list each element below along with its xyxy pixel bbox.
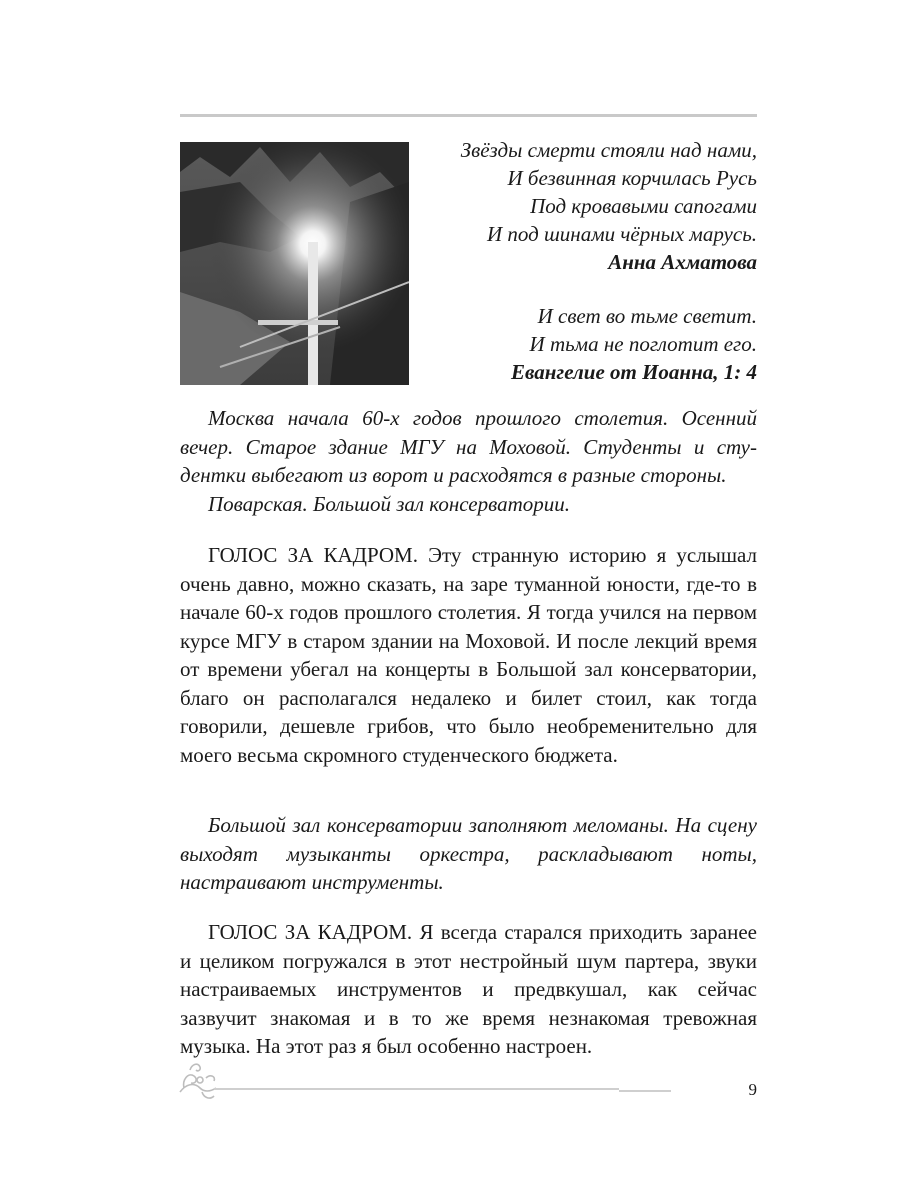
voice-over-2 [180, 918, 757, 1061]
voice-over-2-paragraph: ГОЛОС ЗА КАДРОМ. Я всегда старался приходить заранее и целиком погружался в этот нестройный шум партера, звуки настраиваемых инструментов и предвкушал, как сейчас зазвучит знакомая и в то же время незнакомая тревожная музыка. На этот раз я был особенно настроен. [180, 920, 757, 1058]
epigraph-1-line-1: Звёзды смерти стояли над нами, [460, 138, 757, 162]
footer-rule-extension [619, 1090, 671, 1092]
stage-direction-1-paragraph-1: Москва начала 60-х годов прошлого столетия. Осенний вечер. Старое здание МГУ на Моховой. Студенты и студентки выбегают из ворот и расходятся в разные стороны. [180, 406, 757, 487]
epigraph-1-line-2: И безвинная корчилась Русь [507, 166, 757, 190]
street-lamp-photo [180, 142, 409, 385]
stage-direction-1-paragraph-2: Поварская. Большой зал консерватории. [208, 491, 570, 516]
epigraph-2-line-1: И свет во тьме светит. [537, 304, 757, 328]
footer-rule-right [264, 1088, 619, 1090]
voice-over-1-paragraph: ГОЛОС ЗА КАДРОМ. Эту странную историю я услышал очень давно, можно сказать, на заре туманной юности, где-то в начале 60-х годов прошлого столетия. Я тогда учился на первом курсе МГУ в старом здании на Моховой. И после лекций время от времени убегал на концерты в Большой зал консерватории, благо он располагался недалеко и билет стоил, как тогда говорили, дешевле грибов, что было необременительно для моего весьма скромного студенческого бюджета. [180, 543, 757, 767]
epigraph-1-line-3: Под кровавыми сапогами [530, 194, 757, 218]
stage-direction-2-paragraph: Большой зал консерватории заполняют меломаны. На сцену выходят музыканты оркестра, раскладывают ноты, настраивают инструменты. [180, 813, 757, 894]
stage-direction-2 [180, 811, 757, 897]
voice-over-1 [180, 541, 757, 769]
header-rule [180, 114, 757, 117]
page-number: 9 [748, 1080, 757, 1099]
stage-direction-1 [180, 404, 757, 518]
epigraphs [418, 136, 757, 386]
floral-ornament-icon [176, 1058, 222, 1102]
epigraph-1-author: Анна Ахматова [608, 250, 757, 274]
epigraph-2-line-2: И тьма не поглотит его. [529, 332, 757, 356]
footer-rule-left [214, 1088, 264, 1090]
epigraph-2-author: Евангелие от Иоанна, 1: 4 [511, 360, 757, 384]
epigraph-1-line-4: И под шинами чёрных марусь. [486, 222, 757, 246]
